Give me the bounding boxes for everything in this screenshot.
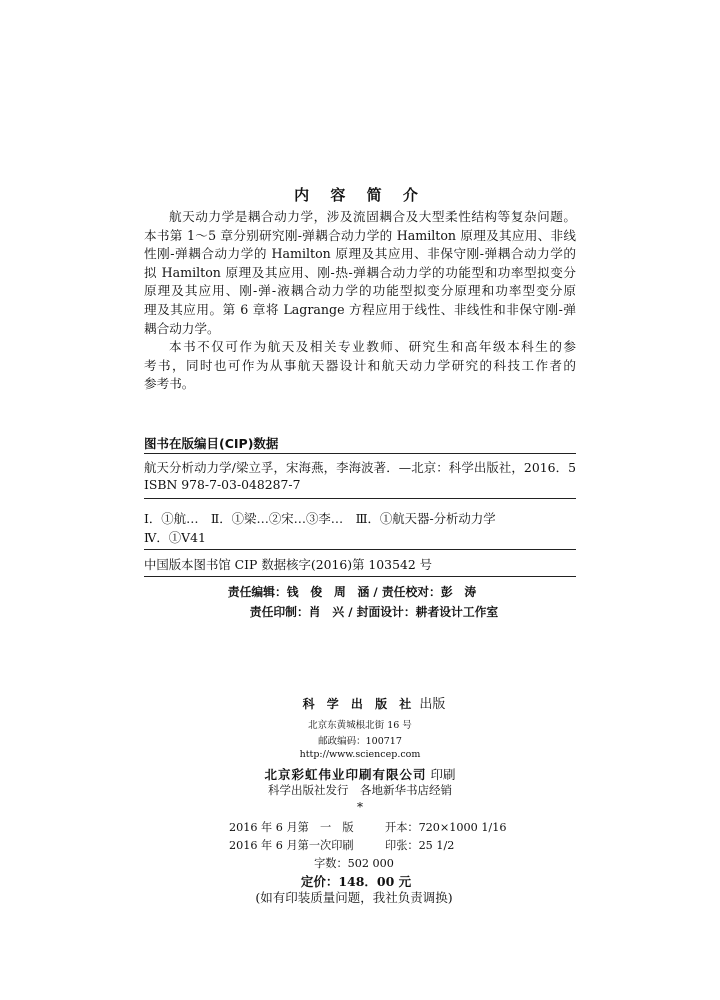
cip-heading: 图书在版编目(CIP)数据 (144, 436, 279, 451)
summary-paragraph-1 (144, 208, 576, 338)
cip-lower-rule (144, 549, 576, 550)
summary-line: 参考书。 (144, 376, 195, 392)
summary-line: 本书不仅可作为航天及相关专业教师、研究生和高年级本科生的参 (169, 339, 576, 354)
summary-line: 耦合动力学。 (144, 320, 220, 336)
summary-line: 本书第 1～5 章分别研究刚-弹耦合动力学的 Hamilton 原理及其应用、非线 (144, 227, 576, 243)
separator-star: * (357, 800, 363, 814)
word-count: 字数：502 000 (314, 857, 394, 870)
print-first: 2016 年 6 月第一次印刷 (229, 839, 354, 852)
cip-isbn: ISBN 978-7-03-048287-7 (144, 477, 301, 492)
publisher-website: http://www.sciencep.com (299, 749, 421, 760)
cip-classification-2: Ⅳ．①V41 (144, 530, 206, 545)
cip-classification-1: Ⅰ．①航… Ⅱ．①梁…②宋…③李… Ⅲ．①航天器-分析动力学 (144, 511, 496, 526)
price: 定价：148．00 元 (300, 874, 412, 889)
publisher-address: 北京东黄城根北街 16 号 (308, 720, 412, 731)
edition-first: 2016 年 6 月第 一 版 (229, 821, 354, 834)
summary-line: 拟 Hamilton 原理及其应用、刚-热-弹耦合动力学的功能型和功率型拟变分 (144, 264, 576, 280)
publisher-line (14, 693, 720, 712)
book-format: 开本：720×1000 1/16 (385, 821, 507, 834)
printer-name: 北京彩虹伟业印刷有限公司 (264, 767, 427, 782)
printer-suffix: 印刷 (430, 767, 456, 782)
quality-notice: (如有印装质量问题，我社负责调换) (255, 890, 453, 905)
printer-line (0, 765, 720, 783)
summary-line: 航天动力学是耦合动力学，涉及流固耦合及大型柔性结构等复杂问题。 (169, 209, 576, 224)
cip-record-number: 中国版本图书馆 CIP 数据核字(2016)第 103542 号 (144, 557, 433, 572)
publisher-postcode: 邮政编码：100717 (318, 736, 402, 747)
cip-middle-rule (144, 498, 576, 499)
summary-line: 考书，同时也可作为从事航天器设计和航天动力学研究的科技工作者的 (144, 357, 576, 373)
editor-credits: 责任编辑：钱 俊 周 涵 / 责任校对：彭 涛 (227, 585, 477, 599)
publisher-name: 科 学 出 版 社 (302, 697, 416, 711)
summary-line: 性刚-弹耦合动力学的 Hamilton 原理及其应用、非保守刚-弹耦合动力学的 (144, 246, 576, 262)
summary-paragraph-2 (144, 338, 576, 394)
summary-line: 原理及其应用、刚-弹-液耦合动力学的功能型拟变分原理和功率型变分原 (144, 283, 576, 299)
print-sheets: 印张：25 1/2 (385, 839, 455, 852)
cip-bottom-rule (144, 576, 576, 577)
production-credits: 责任印制：肖 兴 / 封面设计：耕者设计工作室 (249, 605, 499, 619)
cip-top-rule (144, 453, 576, 454)
publisher-suffix: 出版 (419, 697, 446, 712)
summary-line: 理及其应用。第 6 章将 Lagrange 方程应用于线性、非线性和非保守刚-弹 (144, 301, 576, 317)
summary-title: 内 容 简 介 (294, 186, 426, 204)
cip-title-line: 航天分析动力学/梁立孚，宋海燕，李海波著．—北京：科学出版社，2016．5 (144, 460, 576, 475)
distribution-line: 科学出版社发行 各地新华书店经销 (268, 783, 452, 797)
